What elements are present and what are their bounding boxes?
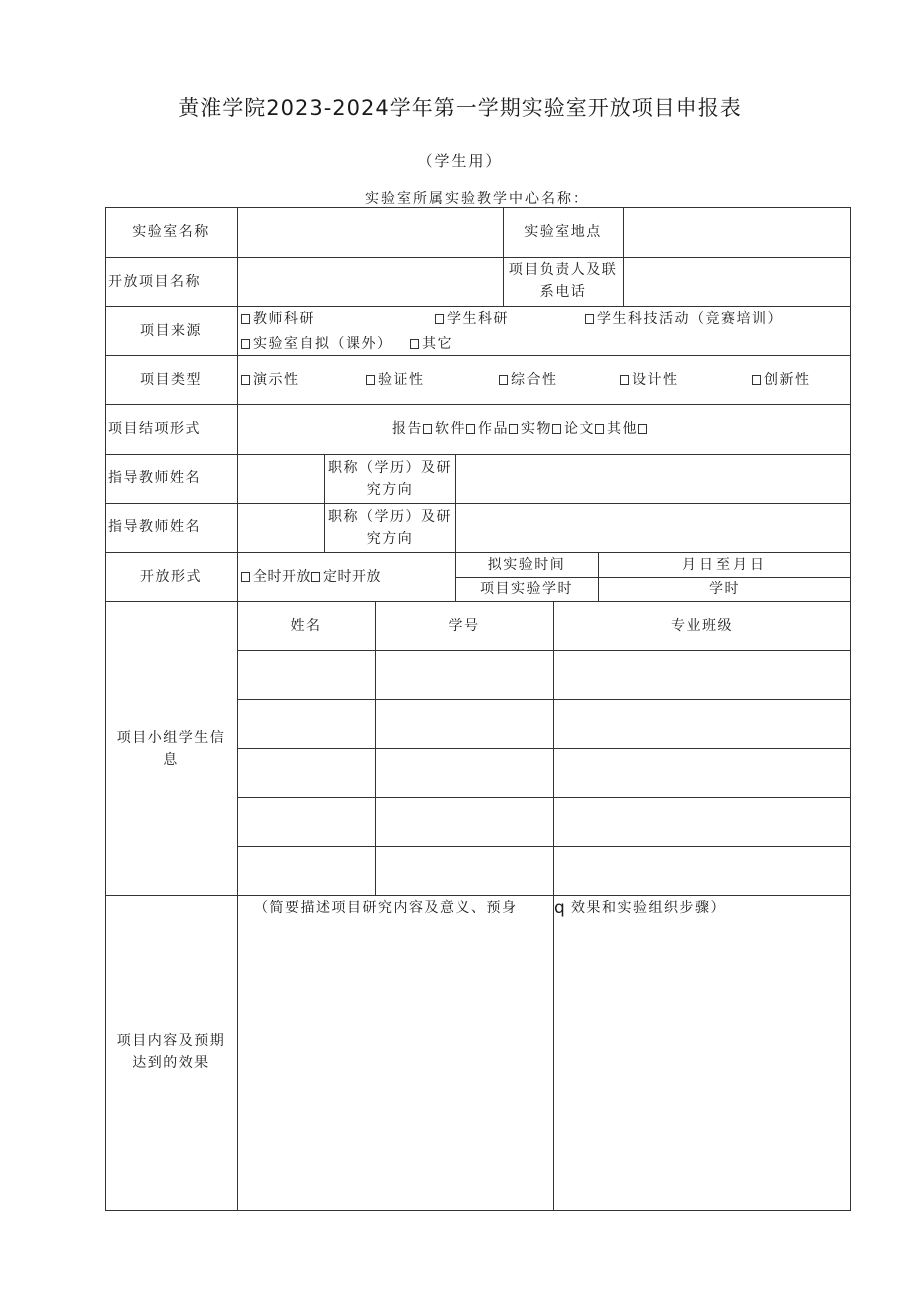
group-info-label: 项目小组学生信息 <box>116 730 226 768</box>
group-header-name: 姓名 <box>290 618 322 634</box>
checkbox-icon <box>595 424 604 434</box>
row-divider <box>105 601 851 602</box>
column-divider <box>553 895 554 1211</box>
row-divider <box>105 306 851 307</box>
checkbox-icon <box>752 375 761 385</box>
completion-form-label: 项目结项形式 <box>108 421 201 437</box>
checkbox-icon <box>366 375 375 385</box>
open-option-scheduled[interactable]: 定时开放 <box>311 566 381 588</box>
type-option-design[interactable]: 设计性 <box>620 369 679 391</box>
project-type-label: 项目类型 <box>140 372 202 388</box>
advisor-name-label: 指导教师姓名 <box>108 470 201 486</box>
project-source-label: 项目来源 <box>140 323 202 339</box>
column-divider <box>237 207 238 306</box>
page-title: 黄淮学院2023-2024学年第一学期实验室开放项目申报表 <box>178 96 742 120</box>
source-option-lab-proposed[interactable]: 实验室自拟（课外） <box>241 333 393 355</box>
completion-option-paper[interactable]: 论文 <box>564 418 607 440</box>
column-divider <box>237 895 238 1211</box>
checkbox-icon <box>241 375 250 385</box>
open-form-options <box>241 566 381 588</box>
column-divider <box>237 601 238 895</box>
column-divider <box>324 454 325 552</box>
row-divider <box>237 797 851 798</box>
row-divider <box>105 895 851 896</box>
checkbox-icon <box>241 572 250 582</box>
checkbox-icon <box>435 314 444 324</box>
checkbox-icon <box>499 375 508 385</box>
row-divider <box>105 503 851 504</box>
open-form-label: 开放形式 <box>140 569 202 585</box>
completion-option-other[interactable]: 其他 <box>607 418 650 440</box>
source-option-student-activity[interactable]: 学生科技活动（竞赛培训） <box>585 308 783 330</box>
source-option-teacher-research[interactable]: 教师科研 <box>241 308 315 330</box>
checkbox-icon <box>423 424 432 434</box>
row-divider <box>105 454 851 455</box>
column-divider <box>623 207 624 306</box>
type-option-comprehensive[interactable]: 综合性 <box>499 369 558 391</box>
planned-time-value: 月日至月日 <box>682 557 767 573</box>
completion-option-work[interactable]: 作品 <box>478 418 521 440</box>
project-name-label: 开放项目名称 <box>108 274 201 290</box>
checkbox-icon <box>638 424 647 434</box>
hours-value: 学时 <box>709 581 740 597</box>
completion-option-report[interactable]: 报告 <box>392 418 435 440</box>
leader-contact-label: 项目负责人及联系电话 <box>508 262 618 300</box>
row-divider <box>237 748 851 749</box>
group-header-major-class: 专业班级 <box>671 618 733 634</box>
row-divider <box>237 650 851 651</box>
row-divider <box>105 552 851 553</box>
source-option-other[interactable]: 其它 <box>410 333 453 355</box>
advisor-title-label-2: 职称（学历）及研究方向 <box>328 509 452 547</box>
column-divider <box>237 552 238 601</box>
center-name-label: 实验室所属实验教学中心名称： <box>365 191 589 207</box>
hours-label: 项目实验学时 <box>480 581 573 597</box>
advisor-name-label-2: 指导教师姓名 <box>108 519 201 535</box>
checkbox-icon <box>466 424 475 434</box>
row-divider <box>237 846 851 847</box>
row-divider <box>237 699 851 700</box>
column-divider <box>237 404 238 454</box>
type-option-innovation[interactable]: 创新性 <box>752 369 811 391</box>
checkbox-icon <box>620 375 629 385</box>
planned-time-label: 拟实验时间 <box>487 557 566 573</box>
row-divider <box>105 355 851 356</box>
column-divider <box>237 454 238 552</box>
row-divider <box>105 257 851 258</box>
checkbox-icon <box>552 424 561 434</box>
checkbox-icon <box>241 314 250 324</box>
content-hint-mark: q <box>554 898 567 918</box>
checkbox-icon <box>509 424 518 434</box>
lab-name-label: 实验室名称 <box>132 224 210 240</box>
column-divider <box>375 601 376 895</box>
lab-location-label: 实验室地点 <box>524 224 602 240</box>
content-hint-right: 效果和实验组织步骤） <box>571 900 726 916</box>
completion-options <box>392 418 650 440</box>
checkbox-icon <box>410 339 419 349</box>
open-option-fulltime[interactable]: 全时开放 <box>241 566 311 588</box>
type-option-verify[interactable]: 验证性 <box>366 369 425 391</box>
row-divider <box>105 404 851 405</box>
checkbox-icon <box>241 339 250 349</box>
content-label: 项目内容及预期达到的效果 <box>116 1033 226 1071</box>
column-divider <box>455 454 456 552</box>
column-divider <box>237 306 238 405</box>
completion-option-software[interactable]: 软件 <box>435 418 478 440</box>
source-option-student-research[interactable]: 学生科研 <box>435 308 509 330</box>
completion-option-object[interactable]: 实物 <box>521 418 564 440</box>
advisor-title-label: 职称（学历）及研究方向 <box>328 460 452 498</box>
column-divider <box>553 601 554 895</box>
page-subtitle: （学生用） <box>417 152 503 170</box>
checkbox-icon <box>585 314 594 324</box>
content-hint-left: （简要描述项目研究内容及意义、预身 <box>254 900 518 916</box>
type-option-demo[interactable]: 演示性 <box>241 369 300 391</box>
checkbox-icon <box>311 572 320 582</box>
group-header-student-id: 学号 <box>448 618 480 634</box>
